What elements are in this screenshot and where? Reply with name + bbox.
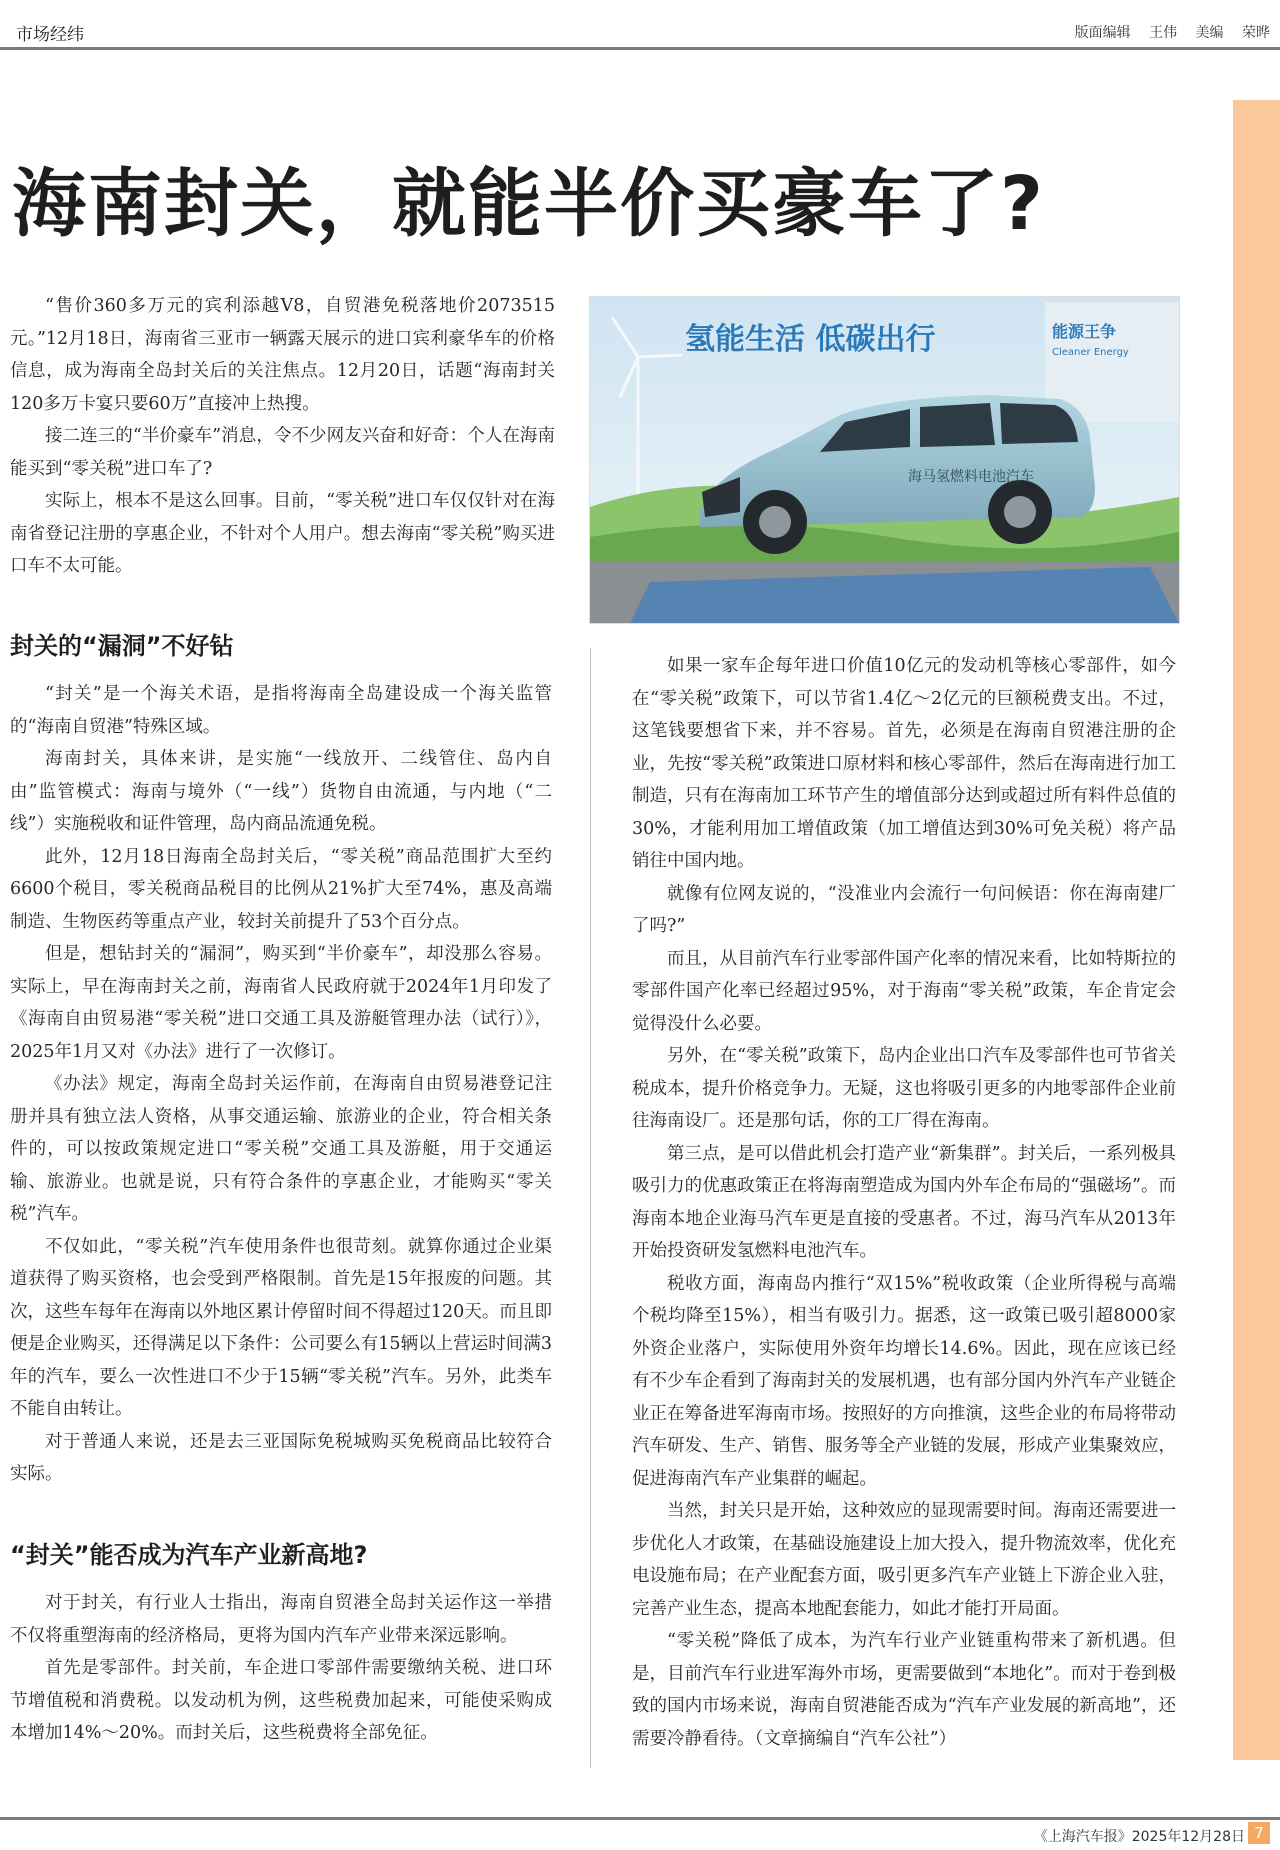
paragraph: 海南封关，具体来讲，是实施“一线放开、二线管住、岛内自由”监管模式：海南与境外（“一线”）货物自由流通，与内地（“二线”）实施税收和证件管理，岛内商品流通免税。: [10, 749, 552, 834]
paragraph: 首先是零部件。封关前，车企进口零部件需要缴纳关税、进口环节增值税和消费税。以发动机为例，这些税费加起来，可能使采购成本增加14%～20%。而封关后，这些税费将全部免征。: [10, 1658, 552, 1743]
headline: 海南封关，就能半价买豪车了?: [12, 160, 1045, 247]
section-1-body: [10, 678, 552, 1491]
intro-block: [10, 290, 555, 583]
paragraph: 对于封关，有行业人士指出，海南自贸港全岛封关运作这一举措不仅将重塑海南的经济格局，更将为国内汽车产业带来深远影响。: [10, 1593, 552, 1646]
wall-slogan-2: 能源王争: [1052, 322, 1117, 341]
paragraph: 对于普通人来说，还是去三亚国际免税城购买免税商品比较符合实际。: [10, 1431, 552, 1484]
paragraph: “零关税”降低了成本，为汽车行业产业链重构带来了新机遇。但是，目前汽车行业进军海外市场，更需要做到“本地化”。而对于卷到极致的国内市场来说，海南自贸港能否成为“汽车产业发展的新高地”，还需要冷静看待。（文章摘编自“汽车公社”）: [632, 1631, 1176, 1749]
paragraph: 此外，12月18日海南全岛封关后，“零关税”商品范围扩大至约6600个税目，零关税商品税目的比例从21%扩大至74%，惠及高端制造、生物医药等重点产业，较封关前提升了53个百分点。: [10, 846, 552, 932]
paragraph: 当然，封关只是开始，这种效应的显现需要时间。海南还需要进一步优化人才政策，在基础设施建设上加大投入，提升物流效率，优化充电设施布局；在产业配套方面，吸引更多汽车产业链上下游企业入驻，完善产业生态，提高本地配套能力，如此才能打开局面。: [632, 1501, 1176, 1619]
paragraph: 第三点，是可以借此机会打造产业“新集群”。封关后，一系列极具吸引力的优惠政策正在将海南塑造成为国内外车企布局的“强磁场”。而海南本地企业海马汽车更是直接的受惠者。不过，海马汽车从2013年开始投资研发氢燃料电池汽车。: [632, 1143, 1176, 1261]
article-photo: [589, 296, 1180, 624]
car-photo-illustration: [590, 297, 1179, 623]
subheading-section-1: 封关的“漏洞”不好钻: [10, 631, 234, 660]
page-number: 7: [1248, 1822, 1270, 1844]
paragraph: 《办法》规定，海南全岛封关运作前，在海南自由贸易港登记注册并具有独立法人资格，从事交通运输、旅游业的企业，符合相关条件的，可以按政策规定进口“零关税”交通工具及游艇，用于交通运输、旅游业。也就是说，只有符合条件的享惠企业，才能购买“零关税”汽车。: [10, 1074, 552, 1224]
credit-design-label: 美编: [1195, 25, 1224, 41]
wall-slogan-3: Cleaner Energy: [1052, 347, 1129, 358]
paragraph: 但是，想钻封关的“漏洞”，购买到“半价豪车”，却没那么容易。实际上，早在海南封关之前，海南省人民政府就于2024年1月印发了《海南自由贸易港“零关税”进口交通工具及游艇管理办法（试行）》，2025年1月又对《办法》进行了一次修订。: [10, 944, 552, 1062]
credit-editor: 王伟: [1149, 25, 1178, 41]
footer-rule: [0, 1817, 1280, 1820]
subheading-section-2: “封关”能否成为汽车产业新高地?: [10, 1540, 368, 1569]
paragraph: 不仅如此，“零关税”汽车使用条件也很苛刻。就算你通过企业渠道获得了购买资格，也会受到严格限制。首先是15年报废的问题。其次，这些车每年在海南以外地区累计停留时间不得超过120天。而且即便是企业购买，还得满足以下条件：公司要么有15辆以上营运时间满3年的汽车，要么一次性进口不少于15辆“零关税”汽车。另外，此类车不能自由转让。: [10, 1236, 552, 1419]
paragraph: 如果一家车企每年进口价值10亿元的发动机等核心零部件，如今在“零关税”政策下，可以节省1.4亿～2亿元的巨额税费支出。不过，这笔钱要想省下来，并不容易。首先，必须是在海南自贸港注册的企业，先按“零关税”政策进口原材料和核心零部件，然后在海南进行加工制造，只有在海南加工环节产生的增值部分达到或超过所有料件总值的30%，才能利用加工增值政策（加工增值达到30%可免关税）将产品销往中国内地。: [632, 656, 1176, 871]
section-2-body: [10, 1587, 552, 1750]
credits: [1061, 22, 1270, 42]
paragraph: 税收方面，海南岛内推行“双15%”税收政策（企业所得税与高端个税均降至15%），相当有吸引力。据悉，这一政策已吸引超8000家外资企业落户，实际使用外资年均增长14.6%。因此，现在应该已经有不少车企看到了海南封关的发展机遇，也有部分国内外汽车产业链企业正在筹备进军海南市场。按照好的方向推演，这些企业的布局将带动汽车研发、生产、销售、服务等全产业链的发展，形成产业集聚效应，促进海南汽车产业集群的崛起。: [632, 1273, 1176, 1489]
footer-publication: 《上海汽车报》2025年12月28日: [1033, 1829, 1245, 1845]
column-divider: [590, 648, 591, 1768]
intro-paragraph: 实际上，根本不是这么回事。目前，“零关税”进口车仅仅针对在海南省登记注册的享惠企业，不针对个人用户。想去海南“零关税”购买进口车不太可能。: [10, 491, 555, 576]
car-livery-text: 海马氢燃料电池汽车: [908, 469, 1034, 485]
right-column-body: [632, 650, 1176, 1755]
credit-editor-label: 版面编辑: [1074, 25, 1131, 41]
paragraph: “封关”是一个海关术语，是指将海南全岛建设成一个海关监管的“海南自贸港”特殊区域。: [10, 684, 552, 737]
intro-paragraph: “售价360多万元的宾利添越V8，自贸港免税落地价2073515元。”12月18日，海南省三亚市一辆露天展示的进口宾利豪华车的价格信息，成为海南全岛封关后的关注焦点。12月20日，话题“海南封关120多万卡宴只要60万”直接冲上热搜。: [10, 296, 555, 414]
intro-paragraph: 接二连三的“半价豪车”消息，令不少网友兴奋和好奇：个人在海南能买到“零关税”进口车了?: [10, 426, 555, 479]
side-accent-bar: [1233, 100, 1280, 1760]
paragraph: 就像有位网友说的，“没准业内会流行一句问候语：你在海南建厂了吗?”: [632, 883, 1176, 936]
wall-slogan: 氢能生活 低碳出行: [685, 322, 936, 357]
paragraph: 另外，在“零关税”政策下，岛内企业出口汽车及零部件也可节省关税成本，提升价格竞争力。无疑，这也将吸引更多的内地零部件企业前往海南设厂。还是那句话，你的工厂得在海南。: [632, 1046, 1176, 1131]
credit-design: 荣晔: [1242, 25, 1270, 41]
header-rule: [0, 47, 1280, 50]
paragraph: 而且，从目前汽车行业零部件国产化率的情况来看，比如特斯拉的零部件国产化率已经超过95%，对于海南“零关税”政策，车企肯定会觉得没什么必要。: [632, 948, 1176, 1034]
section-name: 市场经纬: [16, 25, 84, 45]
